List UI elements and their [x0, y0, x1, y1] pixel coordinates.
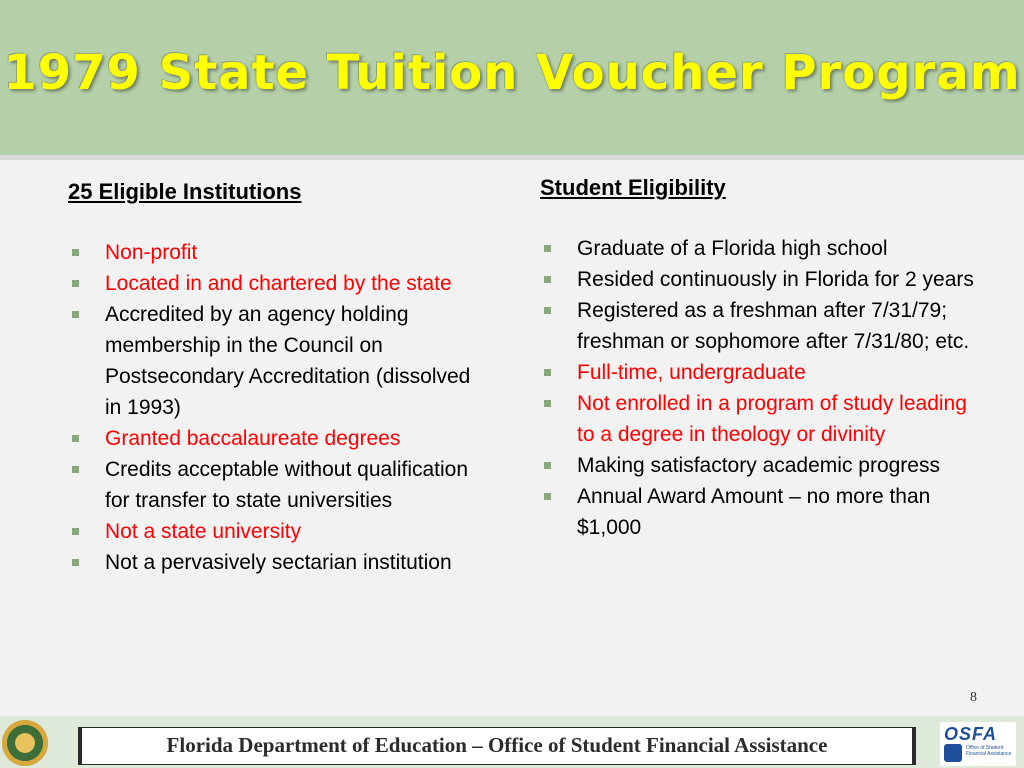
square-bullet-icon [544, 307, 551, 314]
list-item: Accredited by an agency holding membership in the Council on Postsecondary Accreditation (dissolved in 1993) [68, 299, 488, 423]
list-item: Annual Award Amount – no more than $1,000 [540, 481, 980, 543]
list-item: Making satisfactory academic progress [540, 450, 980, 481]
list-item: Non-profit [68, 237, 488, 268]
list-item: Not enrolled in a program of study leading to a degree in theology or divinity [540, 388, 980, 450]
square-bullet-icon [72, 435, 79, 442]
florida-state-seal-icon [2, 720, 48, 766]
list-item: Graduate of a Florida high school [540, 233, 980, 264]
student-eligibility-column [540, 175, 980, 543]
student-eligibility-list [540, 233, 980, 543]
footer-text: Florida Department of Education – Office of Student Financial Assistance [166, 733, 828, 757]
footer-banner [78, 727, 916, 765]
square-bullet-icon [72, 311, 79, 318]
list-item: Located in and chartered by the state [68, 268, 488, 299]
square-bullet-icon [72, 559, 79, 566]
slide-header [0, 0, 1024, 160]
square-bullet-icon [72, 528, 79, 535]
eligible-institutions-column [68, 175, 488, 578]
list-item: Registered as a freshman after 7/31/79; freshman or sophomore after 7/31/80; etc. [540, 295, 980, 357]
list-item: Not a state university [68, 516, 488, 547]
square-bullet-icon [544, 245, 551, 252]
list-item: Credits acceptable without qualification for transfer to state universities [68, 454, 488, 516]
student-eligibility-heading: Student Eligibility [540, 175, 726, 200]
square-bullet-icon [544, 400, 551, 407]
list-item: Not a pervasively sectarian institution [68, 547, 488, 578]
square-bullet-icon [72, 466, 79, 473]
florida-map-icon [944, 744, 962, 762]
page-number: 8 [970, 690, 977, 705]
square-bullet-icon [544, 369, 551, 376]
slide-title: 1979 State Tuition Voucher Program [3, 45, 1021, 101]
list-item: Granted baccalaureate degrees [68, 423, 488, 454]
list-item: Full-time, undergraduate [540, 357, 980, 388]
osfa-logo-subtext: Office of Student Financial Assistance [966, 745, 1012, 757]
square-bullet-icon [72, 280, 79, 287]
square-bullet-icon [544, 462, 551, 469]
square-bullet-icon [544, 493, 551, 500]
square-bullet-icon [72, 249, 79, 256]
square-bullet-icon [544, 276, 551, 283]
list-item: Resided continuously in Florida for 2 years [540, 264, 980, 295]
osfa-logo-text: OSFA [944, 724, 998, 744]
eligible-institutions-heading: 25 Eligible Institutions [68, 179, 302, 204]
osfa-logo [940, 722, 1016, 766]
eligible-institutions-list [68, 237, 488, 578]
